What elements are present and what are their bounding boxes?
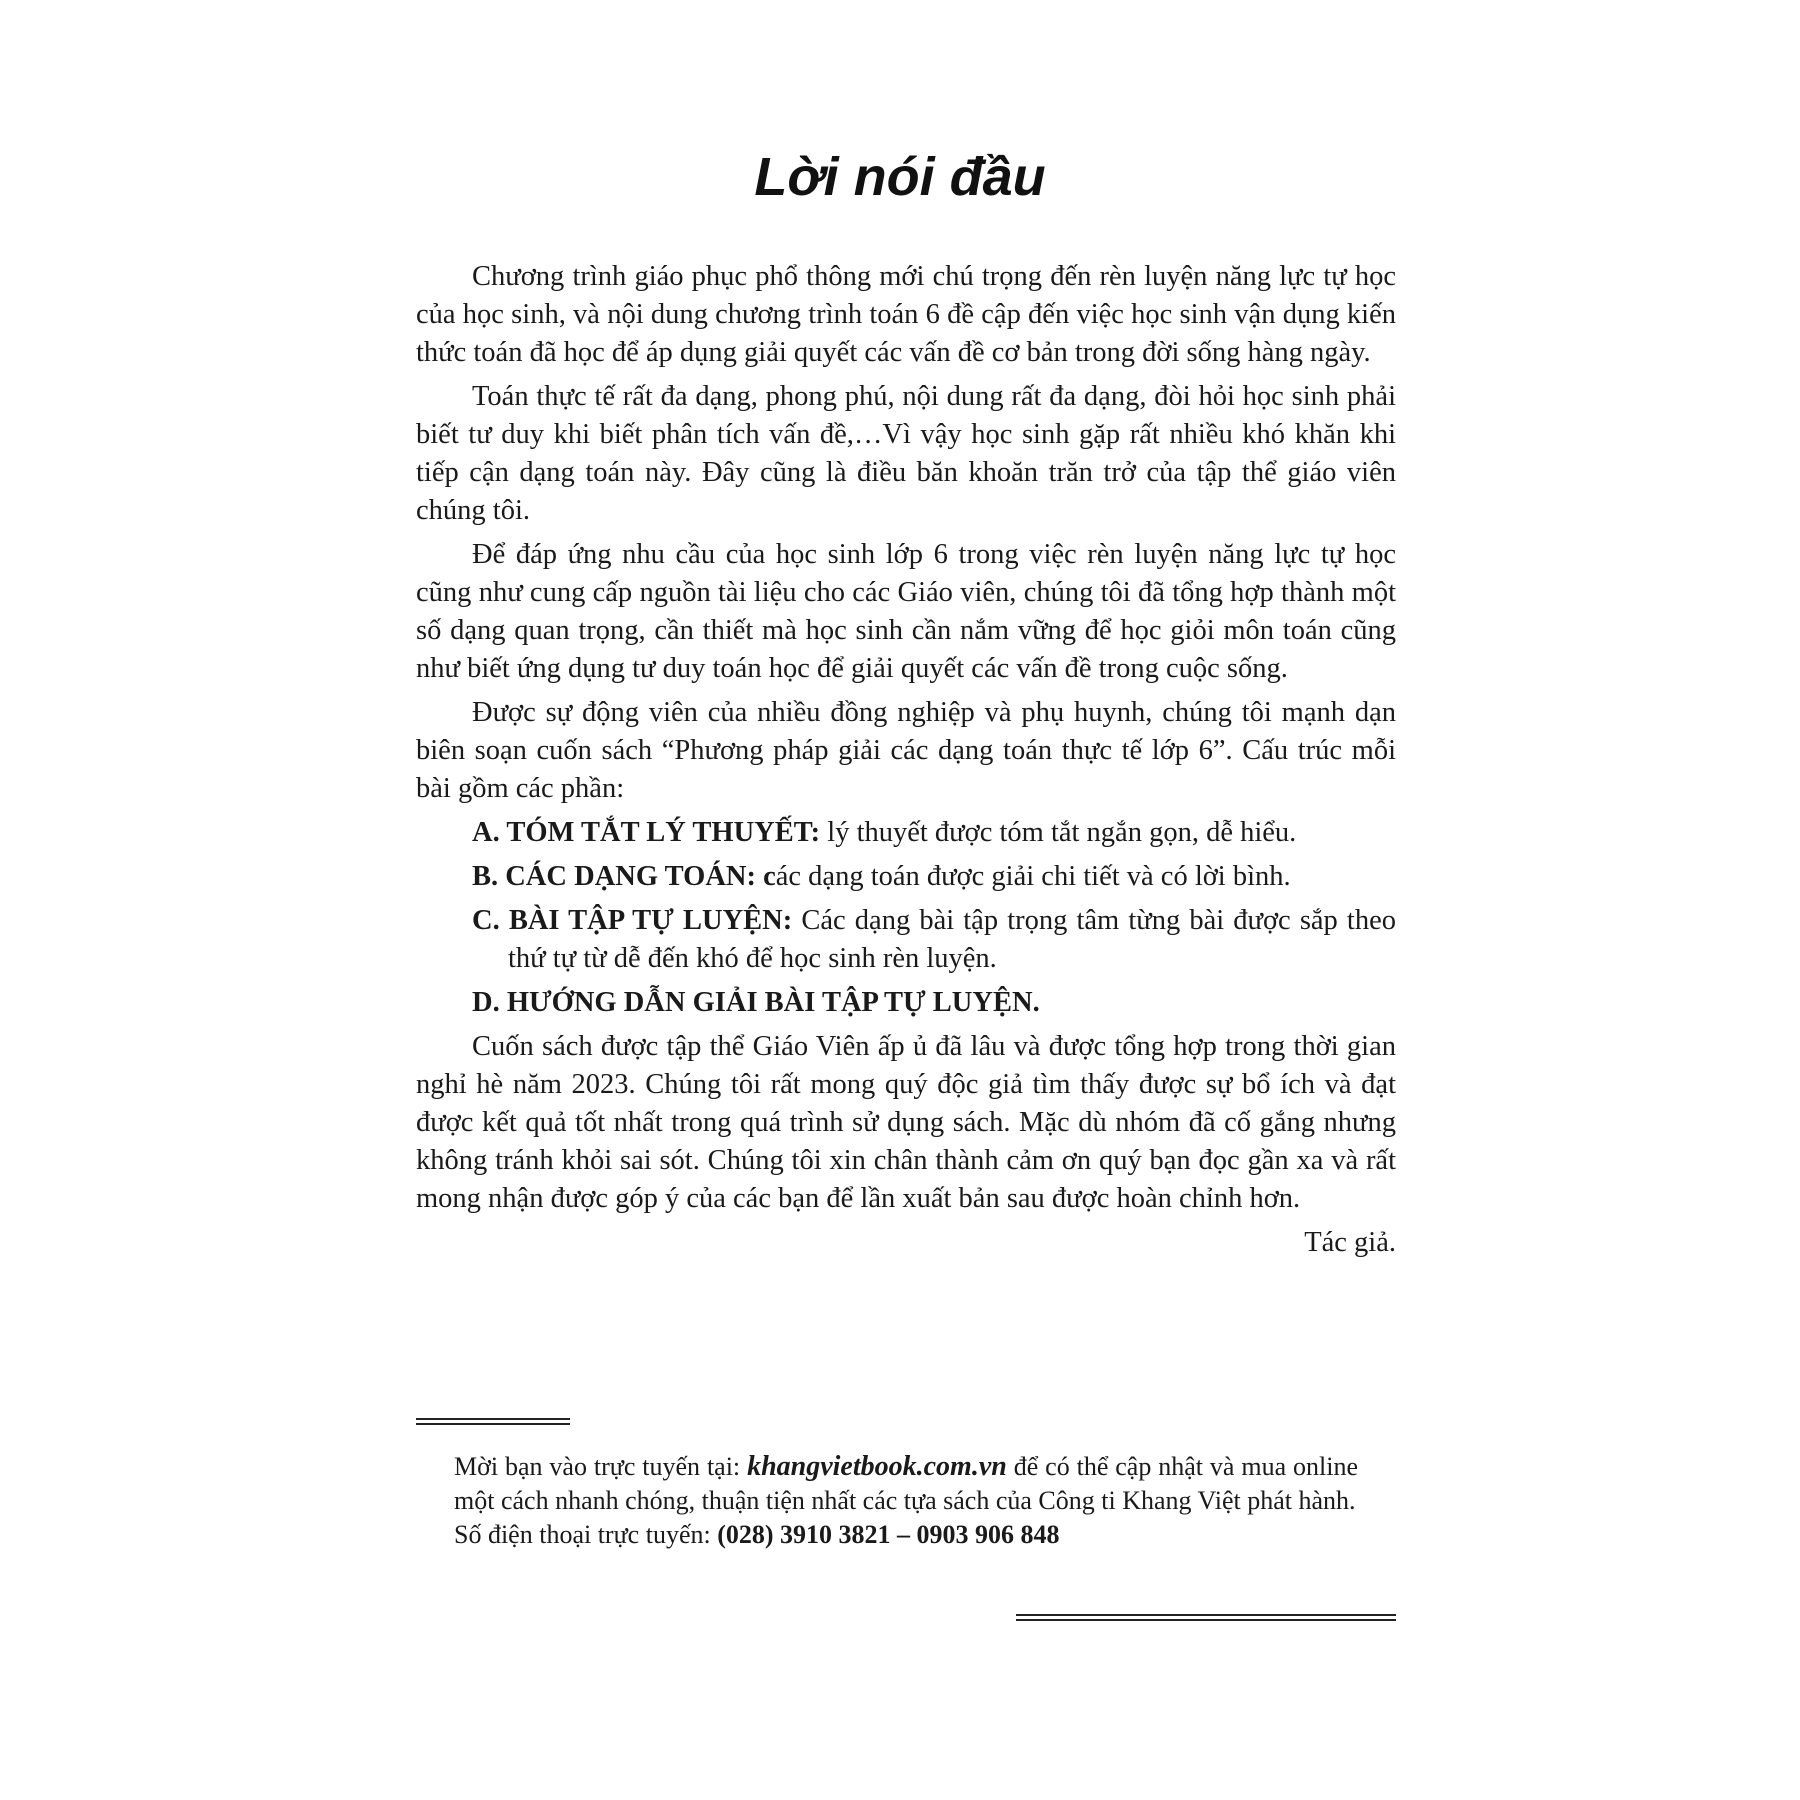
preface-body — [416, 258, 1396, 1262]
paragraph-5: Cuốn sách được tập thể Giáo Viên ấp ủ đã lâu và được tổng hợp trong thời gian nghỉ hè năm 2023. Chúng tôi rất mong quý độc giả tìm thấy được sự bổ ích và đạt được kết quả tốt nhất trong quá trình sử dụng sách. Mặc dù nhóm đã cố gắng nhưng không tránh khỏi sai sót. Chúng tôi xin chân thành cảm ơn quý bạn đọc gần xa và rất mong nhận được góp ý của các bạn để lần xuất bản sau được hoàn chỉnh hơn. — [416, 1031, 1396, 1214]
double-rule-top — [416, 1418, 570, 1425]
structure-heading-a: A. TÓM TẮT LÝ THUYẾT: — [472, 817, 821, 848]
structure-heading-d: D. HƯỚNG DẪN GIẢI BÀI TẬP TỰ LUYỆN. — [472, 987, 1040, 1018]
author-signature: Tác giả. — [1304, 1227, 1396, 1258]
double-rule-bottom — [1016, 1614, 1396, 1621]
phone-line — [454, 1518, 1358, 1552]
note-intro: Mời bạn vào trực tuyến tại: — [454, 1452, 748, 1481]
page-title: Lời nói đầu — [754, 147, 1046, 207]
note-rest: để có thể cập nhật và mua online một cách nhanh chóng, thuận tiện nhất các tựa sách của Công ti Khang Việt phát hành. — [454, 1452, 1358, 1515]
structure-list — [416, 814, 1396, 1022]
structure-text-a: lý thuyết được tóm tắt ngắn gọn, dễ hiểu. — [820, 817, 1297, 848]
publisher-note — [454, 1450, 1358, 1552]
structure-heading-c: C. BÀI TẬP TỰ LUYỆN: — [472, 905, 793, 936]
structure-text-b: ác dạng toán được giải chi tiết và có lời bình. — [775, 861, 1291, 892]
paragraph-4: Được sự động viên của nhiều đồng nghiệp và phụ huynh, chúng tôi mạnh dạn biên soạn cuốn sách “Phương pháp giải các dạng toán thực tế lớp 6”. Cấu trúc mỗi bài gồm các phần: — [416, 697, 1396, 804]
publisher-note-text — [454, 1450, 1358, 1518]
paragraph-3: Để đáp ứng nhu cầu của học sinh lớp 6 trong việc rèn luyện năng lực tự học cũng như cung cấp nguồn tài liệu cho các Giáo viên, chúng tôi đã tổng hợp thành một số dạng quan trọng, cần thiết mà học sinh cần nắm vững để học giỏi môn toán cũng như biết ứng dụng tư duy toán học để giải quyết các vấn đề trong cuộc sống. — [416, 539, 1396, 684]
structure-item-a — [416, 814, 1396, 852]
structure-item-b — [416, 858, 1396, 896]
structure-heading-b: B. CÁC DẠNG TOÁN: c — [472, 861, 776, 892]
phone-label: Số điện thoại trực tuyến: — [454, 1520, 718, 1549]
phone-numbers: (028) 3910 3821 – 0903 906 848 — [717, 1520, 1060, 1549]
website-link[interactable]: khangvietbook.com.vn — [747, 1451, 1007, 1482]
structure-item-c — [416, 902, 1396, 978]
paragraph-1: Chương trình giáo phục phổ thông mới chú trọng đến rèn luyện năng lực tự học của học sinh, và nội dung chương trình toán 6 đề cập đến việc học sinh vận dụng kiến thức toán đã học để áp dụng giải quyết các vấn đề cơ bản trong đời sống hàng ngày. — [416, 261, 1396, 368]
structure-item-d — [416, 984, 1396, 1022]
paragraph-2: Toán thực tế rất đa dạng, phong phú, nội dung rất đa dạng, đòi hỏi học sinh phải biết tư duy khi biết phân tích vấn đề,…Vì vậy học sinh gặp rất nhiều khó khăn khi tiếp cận dạng toán này. Đây cũng là điều băn khoăn trăn trở của tập thể giáo viên chúng tôi. — [416, 381, 1396, 526]
structure-text-c: Các dạng bài tập trọng tâm từng bài được sắp theo thứ tự từ dễ đến khó để học sinh rèn luyện. — [508, 905, 1396, 974]
